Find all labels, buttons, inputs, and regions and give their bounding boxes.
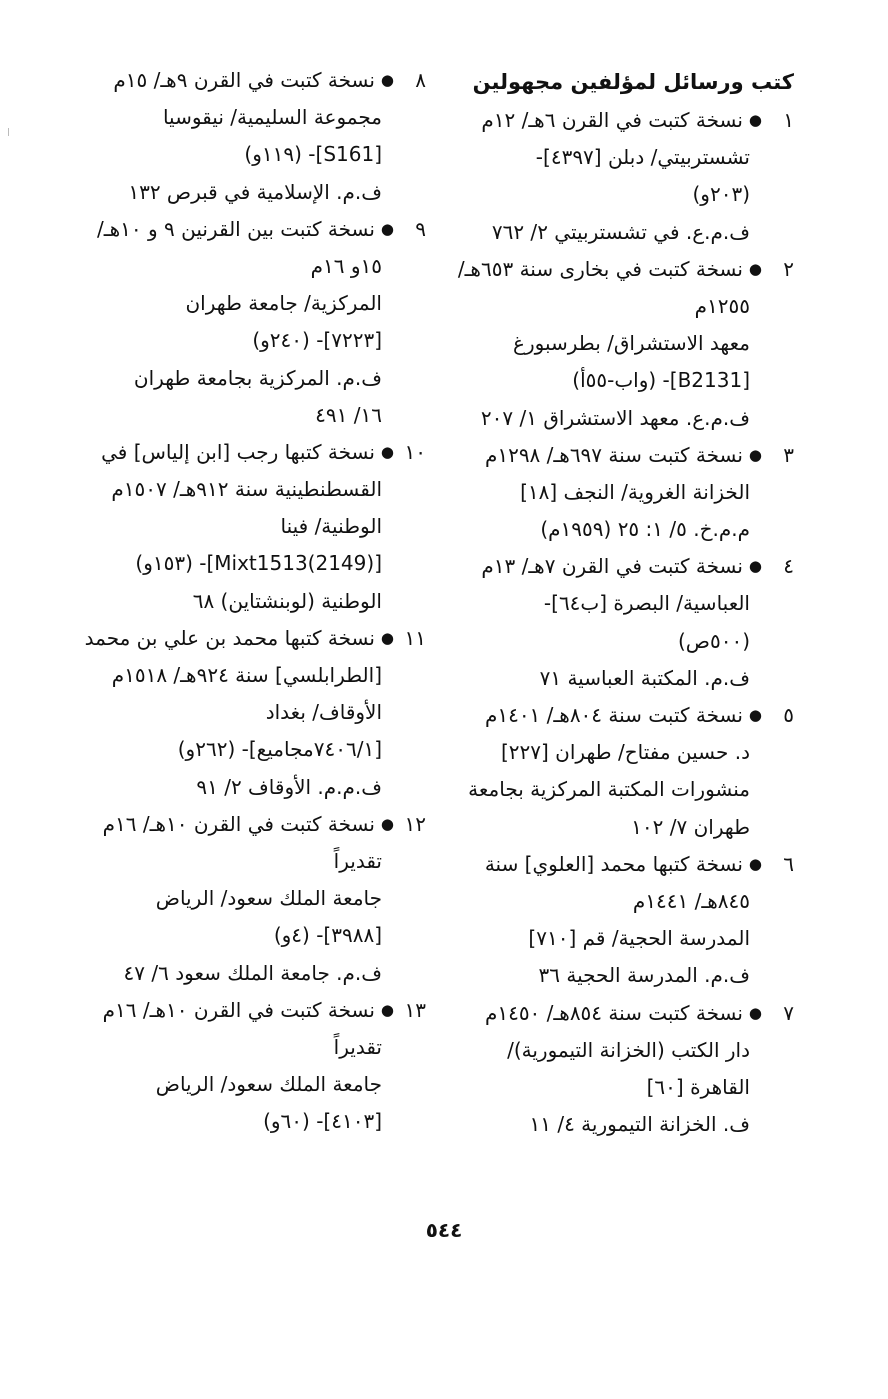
entry-line: العباسية/ البصرة [ب٦٤]- xyxy=(543,591,750,616)
entry-line: [الطرابلسي] سنة ٩٢٤هـ/ ١٥١٨م xyxy=(111,663,382,687)
catalog-entry xyxy=(468,995,794,1144)
entry-first-line xyxy=(78,992,426,1029)
entry-first-line xyxy=(78,806,426,843)
entry-line: (٢٠٣و) xyxy=(692,182,750,207)
entry-line: الخزانة الغروية/ النجف [١٨] xyxy=(520,479,750,504)
catalog-entry xyxy=(457,251,794,437)
catalog-entry xyxy=(78,620,426,806)
entry-first-line xyxy=(78,211,426,248)
entry-line: مجموعة السليمية/ نيقوسيا xyxy=(162,105,382,130)
entry-line: م.م.خ. ٥/ ١: ٢٥ (١٩٥٩م) xyxy=(540,517,750,542)
entry-line: دار الكتب (الخزانة التيمورية)/ xyxy=(507,1037,750,1062)
entry-text: نسخة كتبها محمد بن علي بن محمد xyxy=(84,625,375,650)
bullet-icon: ● xyxy=(748,854,762,873)
entry-first-line xyxy=(78,434,426,471)
entry-line: [٣٩٨٨]- (٤و) xyxy=(273,923,382,948)
bullet-icon: ● xyxy=(748,706,762,724)
entry-number: ١٢ xyxy=(404,811,426,836)
entry-number: ٦ xyxy=(783,851,794,876)
entry-line: ف.م. المدرسة الحجية ٣٦ xyxy=(538,963,750,988)
entry-text: نسخة كتبت سنة ٨٠٤هـ/ ١٤٠١م xyxy=(484,703,743,727)
catalog-entry xyxy=(468,437,794,549)
entry-first-line xyxy=(468,102,794,139)
entry-line: معهد الاستشراق/ بطرسبورغ xyxy=(513,331,750,356)
entry-text: نسخة كتبت في بخارى سنة ٦٥٣هـ/ xyxy=(457,256,743,281)
entry-line: [B2131]- (واب-٥٥أ) xyxy=(572,368,750,393)
entry-line: [٧٢٢٣]- (٢٤٠و) xyxy=(252,328,382,353)
entry-first-line xyxy=(78,62,426,99)
entry-text: نسخة كتبت في القرن ٧هـ/ ١٣م xyxy=(481,554,743,579)
catalog-entry xyxy=(78,992,426,1141)
entry-line: ف.م. المكتبة العباسية ٧١ xyxy=(539,665,750,690)
entry-line: ١٢٥٥م xyxy=(694,293,750,318)
margin-mark xyxy=(8,128,9,136)
entry-line: القسطنطينية سنة ٩١٢هـ/ ١٥٠٧م xyxy=(111,477,382,502)
catalog-entry xyxy=(468,102,794,251)
entry-line: [٤١٠٣]- (٦٠و) xyxy=(263,1109,382,1134)
entry-line: جامعة الملك سعود/ الرياض xyxy=(155,886,382,911)
catalog-entry xyxy=(78,434,426,620)
entry-line: المدرسة الحجية/ قم [٧١٠] xyxy=(528,926,750,951)
left-column xyxy=(78,62,426,1140)
entry-number: ٣ xyxy=(783,442,794,467)
bullet-icon: ● xyxy=(380,628,394,647)
bullet-icon: ● xyxy=(380,219,394,238)
entry-number: ٩ xyxy=(415,216,426,241)
bullet-icon: ● xyxy=(380,814,394,833)
entry-number: ١ xyxy=(783,108,794,132)
entry-text: نسخة كتبت سنة ٦٩٧هـ/ ١٢٩٨م xyxy=(484,442,743,467)
bullet-icon: ● xyxy=(380,442,394,461)
bullet-icon: ● xyxy=(748,111,762,129)
entry-number: ٨ xyxy=(415,68,426,92)
catalog-entry xyxy=(78,806,426,992)
entry-number: ٢ xyxy=(783,256,794,281)
entry-text: نسخة كتبت في القرن ٦هـ/ ١٢م xyxy=(481,108,743,132)
entry-first-line xyxy=(457,251,794,288)
entry-line: ف.م. جامعة الملك سعود ٦/ ٤٧ xyxy=(123,960,382,985)
entry-line: طهران ٧/ ١٠٢ xyxy=(631,814,750,839)
bullet-icon: ● xyxy=(748,1003,762,1022)
right-column xyxy=(457,62,794,1143)
entry-number: ١١ xyxy=(404,625,426,650)
entry-first-line xyxy=(468,995,794,1032)
bullet-icon: ● xyxy=(748,259,762,278)
entry-text: نسخة كتبها رجب [ابن إلياس] في xyxy=(101,439,375,464)
entry-line: ف. الخزانة التيمورية ٤/ ١١ xyxy=(529,1112,750,1137)
entry-line: المركزية/ جامعة طهران xyxy=(185,291,382,316)
entry-first-line xyxy=(78,620,426,657)
catalog-entry xyxy=(468,548,794,697)
entry-line: تقديراً xyxy=(333,848,382,873)
entry-line: ١٦/ ٤٩١ xyxy=(315,402,382,427)
entry-line: تقديراً xyxy=(333,1034,382,1059)
catalog-entry xyxy=(78,62,426,211)
entry-line: ف.م. المركزية بجامعة طهران xyxy=(133,365,382,390)
entry-first-line xyxy=(468,846,794,883)
entry-text: نسخة كتبت في القرن ١٠هـ/ ١٦م xyxy=(102,811,375,836)
bullet-icon: ● xyxy=(748,445,762,464)
catalog-entry xyxy=(468,846,794,995)
entry-first-line xyxy=(468,548,794,585)
entry-first-line xyxy=(468,437,794,474)
entry-text: نسخة كتبها محمد [العلوي] سنة xyxy=(484,851,743,876)
entry-line: ف.م.م. الأوقاف ٢/ ٩١ xyxy=(196,774,382,799)
entry-line: [(2149)Mixt1513]- (١٥٣و) xyxy=(135,551,382,576)
entry-line: د. حسين مفتاح/ طهران [٢٢٧] xyxy=(500,740,750,765)
bullet-icon: ● xyxy=(380,1000,394,1019)
entry-number: ٧ xyxy=(783,1000,794,1025)
entry-first-line xyxy=(468,697,794,734)
entry-text: نسخة كتبت في القرن ٩هـ/ ١٥م xyxy=(113,68,375,92)
bullet-icon: ● xyxy=(380,71,394,89)
entry-line: ٨٤٥هـ/ ١٤٤١م xyxy=(632,888,750,913)
entry-line: الوطنية/ فينا xyxy=(280,514,382,539)
entry-number: ١٣ xyxy=(404,997,426,1022)
entry-line: تشستربيتي/ دبلن [٤٣٩٧]- xyxy=(535,145,750,170)
section-title: كتب ورسائل لمؤلفين مجهولين xyxy=(472,70,794,94)
entry-text: نسخة كتبت بين القرنين ٩ و ١٠هـ/ xyxy=(96,216,375,241)
entry-line: منشورات المكتبة المركزية بجامعة xyxy=(468,777,750,802)
bullet-icon: ● xyxy=(748,557,762,576)
catalog-entry xyxy=(78,211,426,434)
entry-number: ٤ xyxy=(783,554,794,579)
entry-line: ١٥و ١٦م xyxy=(310,253,382,278)
entry-text: نسخة كتبت في القرن ١٠هـ/ ١٦م xyxy=(102,997,375,1022)
entry-line: ف.م.ع. معهد الاستشراق ١/ ٢٠٧ xyxy=(480,405,750,430)
entry-line: جامعة الملك سعود/ الرياض xyxy=(155,1072,382,1097)
entry-text: نسخة كتبت سنة ٨٥٤هـ/ ١٤٥٠م xyxy=(484,1000,743,1025)
catalog-entry xyxy=(468,697,794,846)
entry-number: ١٠ xyxy=(404,439,426,464)
entry-line: [S161]- (١١٩و) xyxy=(244,142,382,167)
entry-number: ٥ xyxy=(783,703,794,727)
entry-line: ف.م.ع. في تشستربيتي ٢/ ٧٦٢ xyxy=(491,219,750,244)
page-number: ٥٤٤ xyxy=(425,1218,463,1242)
entry-line: الوطنية (لوبنشتاين) ٦٨ xyxy=(192,588,382,613)
entry-line: [٧٤٠٦/١مجاميع]- (٢٦٢و) xyxy=(177,737,382,762)
entry-line: القاهرة [٦٠] xyxy=(646,1074,750,1099)
entry-line: (٥٠٠ص) xyxy=(677,628,750,653)
entry-line: ف.م. الإسلامية في قبرص ١٣٢ xyxy=(128,179,382,204)
entry-line: الأوقاف/ بغداد xyxy=(265,700,382,725)
